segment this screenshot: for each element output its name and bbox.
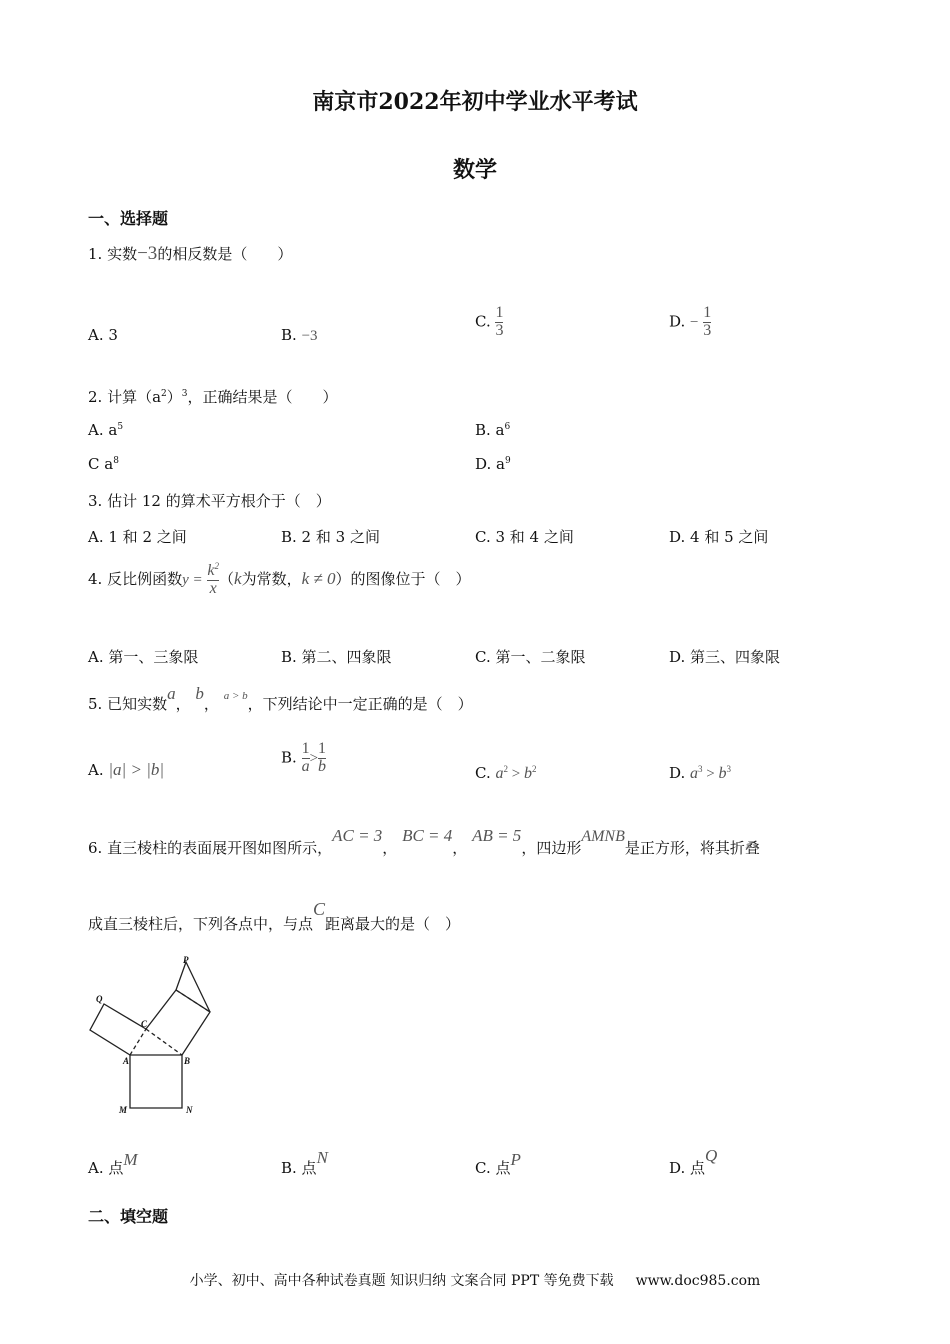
q6-line2-prefix: 成直三棱柱后，下列各点中，与点 [88, 915, 314, 933]
q5-d-exp2: 3 [726, 764, 731, 774]
q1-c-den: 3 [495, 321, 504, 339]
q4-option-b: B. 第二、四象限 [281, 648, 392, 666]
q6-mid: ，四边形 [521, 839, 582, 857]
q1-b-math: −3 [301, 328, 318, 344]
q1-option-c [475, 305, 503, 340]
section-choice-heading: 一、选择题 [88, 209, 169, 228]
q4-y-eq: y = [182, 571, 203, 588]
exam-title: 南京市2022年初中学业水平考试 [312, 89, 638, 115]
q6-option-d [669, 1146, 718, 1178]
triangle-top [176, 962, 210, 1012]
question-2-stem [88, 386, 338, 407]
question-4-stem [88, 562, 471, 598]
q6-a-label: A. 点 [88, 1159, 124, 1177]
q5-d-gt: > [702, 766, 719, 782]
q6-line2-suffix: 距离最大的是（ ） [325, 915, 461, 933]
q4-prefix: 4. 反比例函数 [88, 569, 183, 588]
q4-num: k [207, 562, 215, 579]
q1-suffix: 的相反数是（ ） [157, 245, 293, 263]
label-c: C [141, 1019, 148, 1029]
label-a: A [123, 1056, 130, 1066]
q2-d-exp: 9 [504, 456, 511, 466]
q6-c-label: C. 点 [475, 1159, 511, 1177]
q2-option-c [88, 455, 119, 473]
q6-point-c: C [313, 899, 326, 919]
q5-d-base1: a [690, 765, 699, 782]
q1-d-den: 3 [703, 321, 712, 339]
q6-d-math: Q [705, 1146, 718, 1165]
q5-c-gt: > [507, 766, 524, 782]
question-6-stem-line2 [88, 899, 461, 934]
q5-b: b [195, 684, 204, 703]
q1-c-fraction [495, 305, 503, 340]
label-m: M [119, 1105, 128, 1115]
q5-b-n1: 1 [301, 740, 310, 757]
q6-c-math: P [510, 1150, 521, 1169]
q5-b-d2: b [318, 757, 327, 775]
edge-ac [130, 1029, 146, 1055]
q6-d-label: D. 点 [669, 1159, 706, 1177]
q1-option-a: A. 3 [88, 326, 118, 344]
q5-c-exp1: 2 [503, 764, 508, 774]
q2-option-b [475, 421, 510, 439]
q4-mid1: （ [219, 569, 235, 588]
q6-ac: AC = 3 [332, 826, 383, 845]
question-1-stem [88, 243, 292, 265]
q5-b-n2: 1 [318, 740, 327, 757]
q6-prefix: 6. 直三棱柱的表面展开图如图所示， [88, 839, 333, 857]
q6-option-c [475, 1150, 521, 1178]
q5-d-exp1: 3 [698, 764, 703, 774]
q2-b-exp: 6 [504, 422, 511, 432]
q4-fraction [207, 562, 219, 598]
q1-d-label: D. [669, 312, 691, 331]
q5-option-d [669, 764, 731, 783]
q4-mid2: 为常数， [241, 569, 302, 588]
q5-cond: a > b [223, 690, 248, 702]
q5-b-d1: a [301, 757, 310, 775]
q2-stem-a: 2. 计算（a [88, 388, 162, 406]
q5-b-frac-2 [318, 741, 326, 776]
q5-option-b [281, 741, 326, 776]
q4-option-d: D. 第三、四象限 [669, 648, 781, 666]
q6-suffix: 是正方形，将其折叠 [624, 839, 760, 857]
q5-prefix: 5. 已知实数 [88, 695, 168, 713]
q2-option-d [475, 455, 511, 473]
section-fill-heading: 二、填空题 [88, 1207, 169, 1226]
q5-a: a [167, 684, 176, 703]
q2-b-text: B. a [475, 421, 505, 439]
page-footer [0, 1270, 950, 1290]
q5-b-label: B. [281, 748, 302, 767]
rect-right [146, 990, 210, 1055]
q2-a-exp: 5 [117, 422, 124, 432]
q1-c-label: C. [475, 312, 496, 331]
subject-title: 数学 [452, 157, 497, 183]
q4-k: k [234, 568, 242, 588]
q5-b-frac-1 [302, 741, 310, 776]
q6-bc: BC = 4 [402, 826, 453, 845]
label-n: N [186, 1105, 193, 1115]
q6-b-math: N [316, 1148, 328, 1167]
q5-a-math: |a| > |b| [108, 760, 165, 779]
q3-option-d: D. 4 和 5 之间 [669, 528, 769, 546]
q1-d-fraction [703, 305, 711, 340]
q5-c-label: C. [475, 764, 496, 782]
q5-c-base2: b [523, 765, 532, 782]
question-3-stem: 3. 估计 12 的算术平方根介于（ ） [88, 492, 331, 510]
q1-b-label: B. [281, 326, 302, 344]
q3-option-c: C. 3 和 4 之间 [475, 528, 574, 546]
label-b: B [184, 1056, 191, 1066]
q4-den: x [209, 579, 217, 597]
q6-option-a [88, 1150, 138, 1178]
q1-math: −3 [137, 243, 158, 264]
prism-net-figure [80, 950, 240, 1120]
q6-a-math: M [123, 1150, 138, 1169]
rect-left [90, 1004, 146, 1055]
q4-num-exp: 2 [214, 561, 220, 571]
q1-option-b [281, 326, 318, 345]
q2-exp1: 2 [161, 389, 167, 399]
edge-cb [146, 1029, 182, 1055]
q2-a-text: A. a [88, 421, 118, 439]
q2-stem-c: ，正确结果是（ ） [187, 388, 338, 406]
q2-c-text: C a [88, 455, 114, 473]
q5-d-base2: b [718, 765, 727, 782]
q1-c-num: 1 [495, 304, 504, 321]
q2-c-exp: 8 [113, 456, 119, 466]
q5-b-gt: > [309, 750, 319, 767]
q6-ab: AB = 5 [472, 826, 522, 845]
q2-option-a [88, 421, 123, 439]
q2-stem-b: ） [166, 388, 182, 406]
q5-c-base1: a [495, 765, 504, 782]
label-p: P [183, 955, 189, 965]
q2-d-text: D. a [475, 455, 505, 473]
q2-exp2: 3 [181, 389, 188, 399]
q6-b-label: B. 点 [281, 1159, 317, 1177]
footer-url[interactable]: www.doc985.com [635, 1273, 761, 1289]
q1-d-num: 1 [703, 304, 712, 321]
q6-option-b [281, 1148, 328, 1178]
label-q: Q [96, 994, 103, 1004]
q3-option-b: B. 2 和 3 之间 [281, 528, 380, 546]
q1-prefix: 1. 实数 [88, 245, 138, 263]
q4-suffix: ）的图像位于（ ） [335, 569, 471, 588]
q5-suffix: ，下列结论中一定正确的是（ ） [247, 695, 473, 713]
q3-option-a: A. 1 和 2 之间 [88, 528, 187, 546]
q1-d-sign: − [690, 314, 699, 331]
q5-a-label: A. [88, 761, 109, 779]
q4-cond: k ≠ 0 [301, 568, 336, 588]
square-amnb [130, 1055, 182, 1108]
q5-comma-2: ， [203, 695, 219, 713]
question-6-stem-line1: 6. 直三棱柱的表面展开图如图所示，AC = 3， BC = 4， AB = 5，四边形AMNB是正方形，将其折叠 [88, 826, 760, 857]
q5-option-c [475, 764, 536, 783]
q6-amnb: AMNB [581, 828, 625, 845]
question-5-stem [88, 684, 473, 714]
q5-comma-1: ， [175, 695, 191, 713]
footer-text: 小学、初中、高中各种试卷真题 知识归纳 文案合同 PPT 等免费下载 [189, 1273, 614, 1289]
q1-option-d [669, 305, 711, 340]
q5-d-label: D. [669, 764, 691, 782]
q5-c-exp2: 2 [531, 764, 537, 774]
q4-option-c: C. 第一、二象限 [475, 648, 586, 666]
q5-option-a [88, 760, 164, 780]
q4-frac-num [207, 562, 219, 580]
q4-option-a: A. 第一、三象限 [88, 648, 199, 666]
